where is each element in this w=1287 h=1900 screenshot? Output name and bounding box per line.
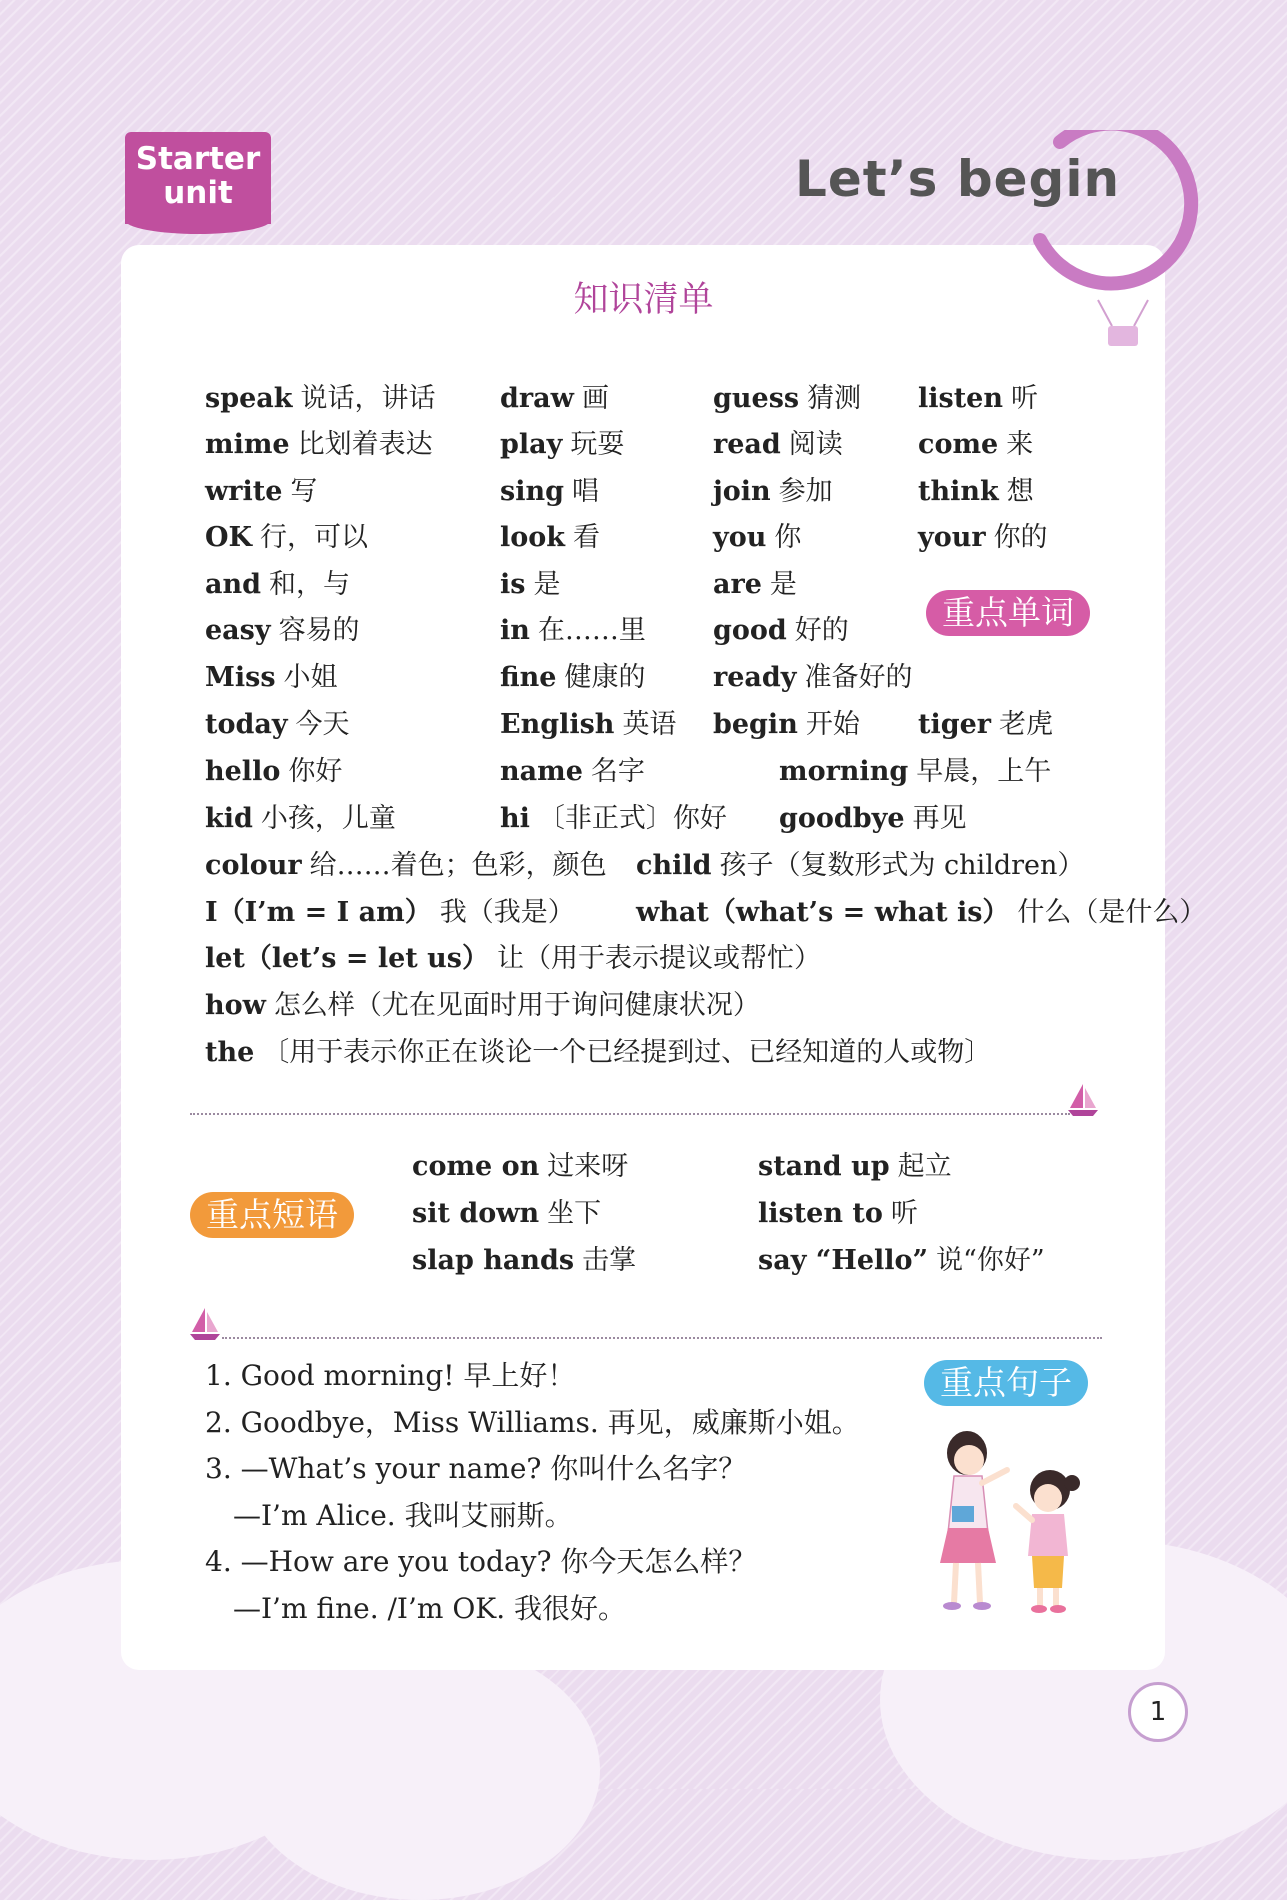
vocab-en: read [713, 429, 781, 460]
vocab-item [205, 614, 360, 648]
unit-badge-line2: unit [163, 175, 233, 211]
vocab-zh: 准备好的 [804, 662, 913, 693]
vocab-item [918, 521, 1048, 555]
vocab-item [918, 475, 1034, 509]
two-girls-illustration [912, 1428, 1102, 1618]
vocab-item [918, 382, 1038, 416]
vocab-en: goodbye [779, 803, 905, 834]
section-title: Let’s begin [795, 150, 1121, 208]
vocab-item [500, 661, 645, 695]
vocab-zh: 名字 [590, 756, 645, 787]
phrase-zh: 过来呀 [547, 1151, 629, 1182]
sentence-line: —I’m Alice. 我叫艾丽斯。 [233, 1499, 573, 1532]
vocab-zh: 怎么样（尤在见面时用于询问健康状况） [273, 990, 760, 1021]
vocab-en: ready [713, 662, 797, 693]
vocab-item [205, 568, 350, 602]
phrase-item [758, 1244, 1045, 1278]
vocab-en: guess [713, 383, 800, 414]
vocab-en: fine [500, 662, 557, 693]
phrase-zh: 起立 [897, 1151, 952, 1182]
vocab-zh: 画 [581, 383, 609, 414]
vocab-en: your [918, 522, 986, 553]
background-cloud [240, 1640, 600, 1900]
phrase-en: stand up [758, 1151, 890, 1182]
vocab-zh: 行，可以 [260, 522, 368, 553]
vocab-item [713, 568, 797, 602]
vocab-tag: 重点单词 [926, 590, 1090, 636]
vocab-en: begin [713, 709, 798, 740]
vocab-zh: 玩耍 [570, 429, 625, 460]
vocab-zh: 我（我是） [439, 897, 575, 928]
vocab-en: hello [205, 756, 281, 787]
sailboat-icon [188, 1306, 222, 1342]
vocab-item [713, 661, 912, 695]
sentence-line: —I’m fine. /I’m OK. 我很好。 [233, 1592, 627, 1625]
phrase-zh: 击掌 [582, 1245, 637, 1276]
vocab-zh: 唱 [571, 476, 599, 507]
page-number: 1 [1128, 1682, 1188, 1742]
vocab-zh: 容易的 [278, 615, 360, 646]
vocab-en: tiger [918, 709, 992, 740]
vocab-zh: 你的 [993, 522, 1048, 553]
vocab-en: child [636, 850, 712, 881]
vocab-en: easy [205, 615, 271, 646]
vocab-en: name [500, 756, 583, 787]
vocab-zh: 让（用于表示提议或帮忙） [496, 943, 821, 974]
vocab-en: come [918, 429, 999, 460]
vocab-item [500, 802, 727, 836]
sentence-line: 1. Good morning! 早上好！ [205, 1359, 576, 1392]
phrase-item [758, 1150, 952, 1184]
vocab-item [779, 802, 967, 836]
vocab-zh: 好的 [794, 615, 849, 646]
vocab-zh: 英语 [622, 709, 677, 740]
card-title: 知识清单 [573, 280, 714, 320]
vocab-zh: 你好 [288, 756, 343, 787]
vocab-zh: 什么（是什么） [1017, 897, 1207, 928]
vocab-zh: 写 [290, 476, 318, 507]
vocab-zh: 看 [572, 522, 600, 553]
vocab-en: think [918, 476, 999, 507]
vocab-zh: 来 [1006, 429, 1034, 460]
vocab-item [205, 989, 760, 1023]
phrase-item [412, 1150, 628, 1184]
vocab-item [500, 521, 600, 555]
vocab-zh: 开始 [805, 709, 860, 740]
vocab-en: mime [205, 429, 290, 460]
vocab-en: draw [500, 383, 574, 414]
sentence-tag: 重点句子 [924, 1360, 1088, 1406]
vocab-en: sing [500, 476, 564, 507]
vocab-en: you [713, 522, 767, 553]
vocab-item [205, 382, 435, 416]
vocab-zh: 阅读 [788, 429, 843, 460]
vocab-zh: 老虎 [999, 709, 1054, 740]
vocab-zh: 是 [533, 569, 561, 600]
vocab-en: look [500, 522, 565, 553]
vocab-item [500, 428, 624, 462]
vocab-zh: 在……里 [537, 615, 646, 646]
vocab-en: what（what’s = what is） [636, 897, 1010, 928]
vocab-item [500, 568, 560, 602]
vocab-zh: 说话，讲话 [300, 383, 436, 414]
vocab-zh: 猜测 [807, 383, 862, 414]
vocab-en: write [205, 476, 283, 507]
vocab-item [205, 475, 317, 509]
vocab-zh: 小孩，儿童 [260, 803, 396, 834]
sentence-line: 3. —What’s your name? 你叫什么名字？ [205, 1452, 747, 1485]
vocab-item [713, 614, 849, 648]
vocab-en: English [500, 709, 615, 740]
vocab-item [205, 896, 575, 930]
phrase-en: slap hands [412, 1245, 575, 1276]
vocab-item [500, 708, 676, 742]
vocab-en: how [205, 990, 266, 1021]
vocab-zh: 参加 [778, 476, 833, 507]
vocab-en: Miss [205, 662, 276, 693]
vocab-zh: 和，与 [269, 569, 351, 600]
vocab-item [205, 849, 607, 883]
vocab-zh: 再见 [912, 803, 967, 834]
vocab-en: let（let’s = let us） [205, 943, 489, 974]
vocab-en: play [500, 429, 563, 460]
vocab-zh: 健康的 [564, 662, 646, 693]
phrase-zh: 说“你好” [936, 1245, 1045, 1276]
vocab-en: OK [205, 522, 252, 553]
unit-badge-line1: Starter [135, 141, 261, 177]
vocab-item [713, 382, 861, 416]
vocab-item [500, 755, 645, 789]
section-divider [222, 1337, 1102, 1339]
vocab-item [500, 382, 609, 416]
phrase-en: come on [412, 1151, 540, 1182]
vocab-item [713, 521, 801, 555]
sentence-line: 4. —How are you today? 你今天怎么样？ [205, 1545, 757, 1578]
balloon-icon [1020, 130, 1210, 360]
phrase-item [412, 1244, 636, 1278]
vocab-item [918, 708, 1053, 742]
vocab-en: listen [918, 383, 1003, 414]
vocab-item [713, 428, 843, 462]
vocab-en: the [205, 1037, 255, 1068]
vocab-item [205, 942, 821, 976]
vocab-item [636, 896, 1206, 930]
vocab-en: good [713, 615, 787, 646]
vocab-item [205, 802, 396, 836]
vocab-en: and [205, 569, 262, 600]
sailboat-icon [1066, 1082, 1100, 1118]
vocab-item [500, 614, 646, 648]
vocab-zh: 比划着表达 [297, 429, 433, 460]
vocab-zh: 想 [1006, 476, 1034, 507]
vocab-en: I（I’m = I am） [205, 897, 432, 928]
vocab-en: speak [205, 383, 293, 414]
vocab-en: hi [500, 803, 530, 834]
section-divider [190, 1113, 1070, 1115]
vocab-item [918, 428, 1033, 462]
vocab-item [205, 708, 350, 742]
phrase-item [758, 1197, 918, 1231]
vocab-en: join [713, 476, 771, 507]
phrase-en: say “Hello” [758, 1245, 929, 1276]
phrase-zh: 听 [890, 1198, 918, 1229]
unit-badge [125, 132, 271, 224]
sentence-line: 2. Goodbye，Miss Williams. 再见，威廉斯小姐。 [205, 1406, 860, 1439]
phrase-zh: 坐下 [547, 1198, 602, 1229]
phrase-item [412, 1197, 601, 1231]
vocab-zh: 给……着色；色彩，颜色 [309, 850, 607, 881]
vocab-zh: 是 [769, 569, 797, 600]
vocab-en: today [205, 709, 288, 740]
vocab-item [500, 475, 599, 509]
vocab-en: in [500, 615, 530, 646]
vocab-item [205, 1036, 991, 1070]
vocab-en: is [500, 569, 526, 600]
phrase-en: sit down [412, 1198, 540, 1229]
phrase-tag: 重点短语 [190, 1192, 354, 1238]
vocab-en: are [713, 569, 762, 600]
vocab-zh: 早晨，上午 [916, 756, 1052, 787]
vocab-item [713, 708, 860, 742]
phrase-en: listen to [758, 1198, 883, 1229]
vocab-en: colour [205, 850, 302, 881]
vocab-zh: 〔非正式〕你好 [537, 803, 727, 834]
vocab-item [205, 521, 368, 555]
vocab-item [205, 428, 433, 462]
vocab-zh: 听 [1011, 383, 1038, 414]
vocab-item [205, 661, 338, 695]
vocab-item [205, 755, 342, 789]
vocab-item [636, 849, 1084, 883]
vocab-zh: 小姐 [283, 662, 338, 693]
vocab-zh: 孩子（复数形式为 children） [719, 850, 1085, 881]
vocab-item [779, 755, 1051, 789]
vocab-zh: 你 [774, 522, 802, 553]
vocab-en: kid [205, 803, 253, 834]
vocab-item [713, 475, 833, 509]
vocab-en: morning [779, 756, 909, 787]
vocab-zh: 〔用于表示你正在谈论一个已经提到过、已经知道的人或物〕 [262, 1037, 992, 1068]
vocab-zh: 今天 [295, 709, 350, 740]
